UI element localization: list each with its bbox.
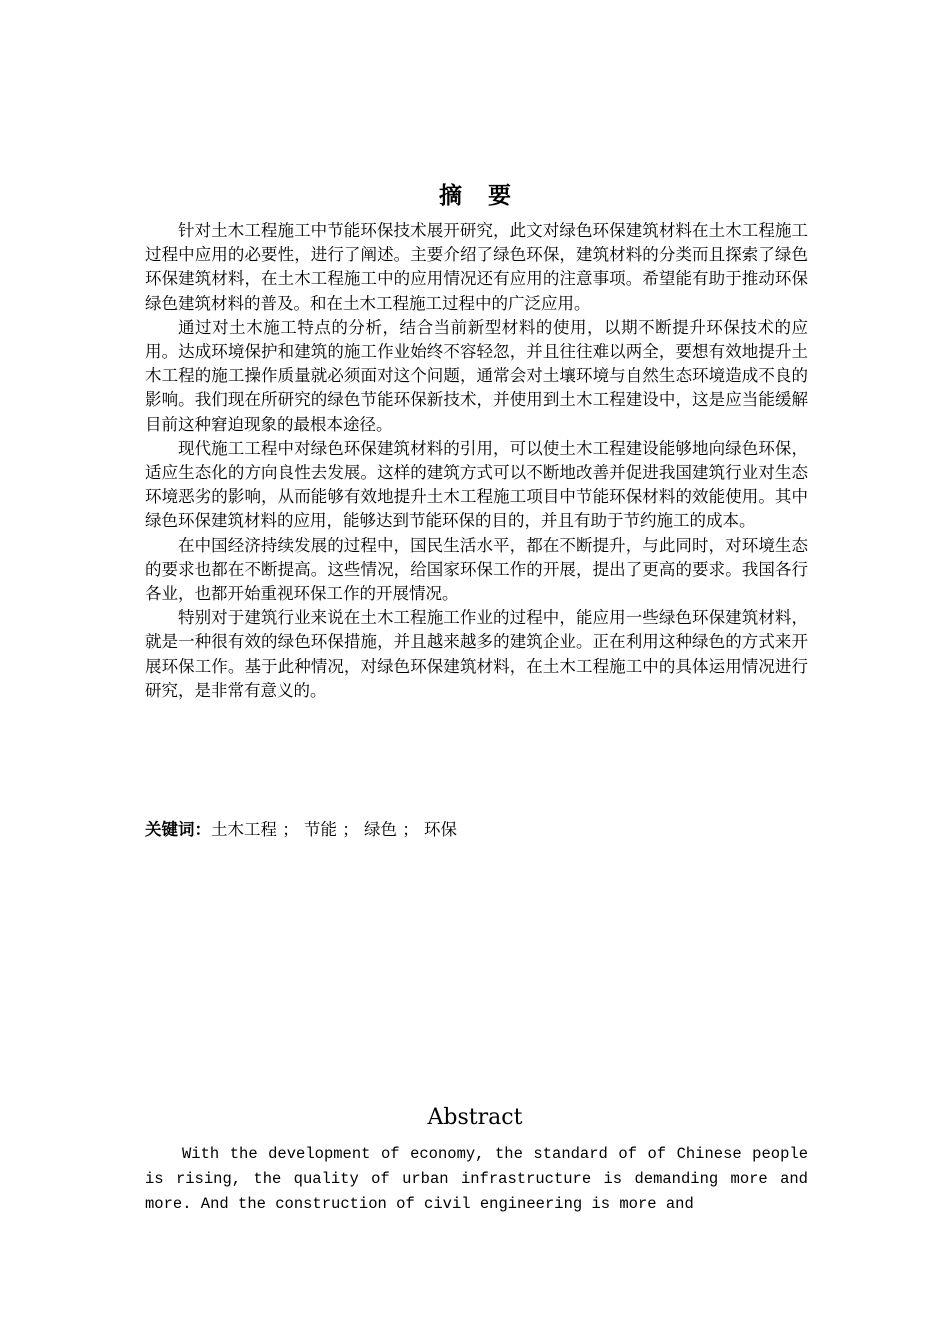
abstract-en-body <box>145 1142 808 1217</box>
abstract-cn-title: 摘要 <box>439 183 537 209</box>
abstract-en-title: Abstract <box>427 1105 523 1130</box>
keywords-line <box>145 818 457 842</box>
keywords-text: 土木工程 ； 节能 ； 绿色 ； 环保 <box>211 820 457 839</box>
abstract-en-paragraph-1: With the development of economy, the standard of of Chinese people is rising, the quality of urban infrastructure is demanding more and more. And the construction of civil engineering is more and <box>145 1145 808 1213</box>
abstract-cn-paragraph-5: 特别对于建筑行业来说在土木工程施工作业的过程中，能应用一些绿色环保建筑材料，就是一种很有效的绿色环保措施，并且越来越多的建筑企业。正在利用这种绿色的方式来开展环保工作。基于此种情况，对绿色环保建筑材料，在土木工程施工中的具体运用情况进行研究，是非常有意义的。 <box>145 608 808 700</box>
abstract-cn-paragraph-4: 在中国经济持续发展的过程中，国民生活水平，都在不断提升，与此同时，对环境生态的要求也都在不断提高。这些情况，给国家环保工作的开展，提出了更高的要求。我国各行各业，也都开始重视环保工作的开展情况。 <box>145 535 808 604</box>
keywords-label: 关键词： <box>145 820 211 839</box>
abstract-cn-paragraph-1: 针对土木工程施工中节能环保技术展开研究，此文对绿色环保建筑材料在土木工程施工过程中应用的必要性，进行了阐述。主要介绍了绿色环保，建筑材料的分类而且探索了绿色环保建筑材料，在土木工程施工中的应用情况还有应用的注意事项。希望能有助于推动环保绿色建筑材料的普及。和在土木工程施工过程中的广泛应用。 <box>145 221 808 313</box>
abstract-cn-body <box>145 219 808 703</box>
abstract-cn-paragraph-2: 通过对土木施工特点的分析，结合当前新型材料的使用，以期不断提升环保技术的应用。达成环境保护和建筑的施工作业始终不容轻忽，并且往往难以两全，要想有效地提升土木工程的施工操作质量就必须面对这个问题，通常会对土壤环境与自然生态环境造成不良的影响。我们现在所研究的绿色节能环保新技术，并使用到土木工程建设中，这是应当能缓解目前这种窘迫现象的最根本途径。 <box>145 317 808 434</box>
abstract-cn-paragraph-3: 现代施工工程中对绿色环保建筑材料的引用，可以使土木工程建设能够地向绿色环保，适应生态化的方向良性去发展。这样的建筑方式可以不断地改善并促进我国建筑行业对生态环境恶劣的影响，从而能够有效地提升土木工程施工项目中节能环保材料的效能使用。其中绿色环保建筑材料的应用，能够达到节能环保的目的，并且有助于节约施工的成本。 <box>145 438 808 531</box>
